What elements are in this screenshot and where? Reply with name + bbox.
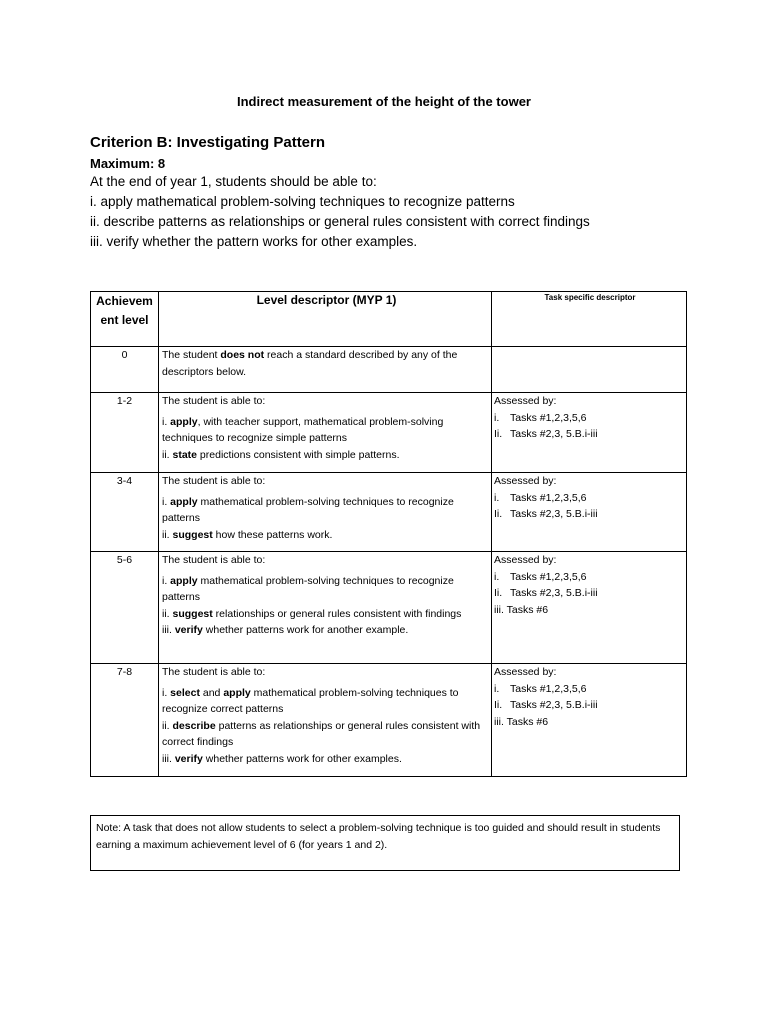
table-row (91, 473, 687, 552)
assessed-by-label: Assessed by: (494, 666, 557, 678)
descriptor-line (162, 447, 491, 464)
line-prefix: iii. (162, 752, 175, 765)
assessed-by-label: Assessed by: (494, 475, 557, 487)
maximum-label: Maximum: 8 (90, 156, 166, 171)
task-item-text: Tasks #2,3, 5.B.i-iii (510, 508, 598, 520)
descriptor-keyword: verify (174, 752, 203, 765)
descriptor-keyword: apply (170, 415, 198, 428)
descriptor-text: The student (162, 349, 221, 361)
descriptor-intro: The student is able to: (162, 395, 266, 407)
assessed-by-label: Assessed by: (494, 395, 557, 407)
task-item (494, 490, 686, 507)
header-level-descriptor: Level descriptor (MYP 1) (159, 292, 492, 347)
task-item-text: Tasks #2,3, 5.B.i-iii (510, 699, 598, 711)
task-item (494, 410, 686, 427)
descriptor-keyword: describe (172, 719, 216, 732)
descriptor-line (162, 573, 491, 606)
task-cell (492, 347, 687, 393)
note-box: Note: A task that does not allow students to select a problem-solving technique is too guided and should result in students earning a maximum achievement level of 6 (for years 1 and 2). (90, 815, 680, 871)
descriptor-keyword: verify (174, 624, 203, 636)
task-item (494, 585, 686, 602)
descriptor-keyword: apply (170, 574, 198, 587)
task-item-text: iii. Tasks #6 (494, 715, 549, 728)
task-cell (492, 473, 687, 552)
table-row (91, 552, 687, 664)
task-item (494, 602, 686, 619)
line-prefix: i. (162, 495, 171, 508)
task-item (494, 426, 686, 443)
descriptor-keyword: apply (223, 686, 251, 699)
descriptor-cell (159, 393, 492, 473)
task-item-text: Tasks #1,2,3,5,6 (510, 682, 587, 695)
criterion-heading: Criterion B: Investigating Pattern (90, 134, 326, 151)
descriptor-keyword: suggest (172, 528, 213, 541)
level-cell: 7-8 (91, 664, 159, 777)
line-text: and (199, 686, 224, 699)
assessed-by-label: Assessed by: (494, 554, 557, 566)
rubric-table (90, 291, 687, 777)
table-row (91, 664, 687, 777)
line-text: , with teacher support, mathematical problem-solving techniques to recognize simple patterns (162, 415, 444, 444)
task-item-number: Ii. (494, 699, 503, 711)
line-text: whether patterns work for another example. (202, 624, 409, 636)
line-prefix: iii. (162, 624, 175, 636)
line-text: whether patterns work for other examples. (202, 752, 402, 765)
table-row (91, 347, 687, 393)
descriptor-keyword: state (172, 448, 198, 461)
descriptor-cell (159, 473, 492, 552)
intro-line: ii. describe patterns as relationships or general rules consistent with correct findings (90, 214, 590, 229)
task-item-number: Ii. (494, 428, 503, 440)
descriptor-line (162, 718, 491, 751)
line-text: predictions consistent with simple patterns. (197, 448, 400, 461)
line-text: mathematical problem-solving techniques to recognize correct patterns (162, 686, 459, 715)
level-cell: 0 (91, 347, 159, 393)
header-achievement-level-text: Achievem ent level (96, 294, 153, 327)
descriptor-cell (159, 664, 492, 777)
line-text: how these patterns work. (212, 528, 333, 541)
intro-line: At the end of year 1, students should be able to: (90, 174, 377, 189)
descriptor-cell (159, 552, 492, 664)
line-prefix: ii. (162, 448, 173, 461)
descriptor-line (162, 622, 491, 639)
task-cell (492, 393, 687, 473)
level-cell: 1-2 (91, 393, 159, 473)
header-task-descriptor: Task specific descriptor (492, 292, 687, 347)
descriptor-intro: The student is able to: (162, 554, 266, 566)
line-prefix: i. (162, 415, 171, 428)
task-item (494, 697, 686, 714)
table-header-row (91, 292, 687, 347)
task-item-number: i. (494, 570, 500, 583)
intro-line: i. apply mathematical problem-solving techniques to recognize patterns (90, 194, 515, 209)
task-item-number: Ii. (494, 508, 503, 520)
descriptor-line (162, 494, 491, 527)
descriptor-line (162, 527, 491, 544)
line-prefix: ii. (162, 719, 173, 732)
line-prefix: ii. (162, 528, 173, 541)
task-item-number: i. (494, 411, 500, 424)
line-text: patterns as relationships or general rules consistent with correct findings (162, 719, 481, 748)
task-item-number: i. (494, 682, 500, 695)
line-prefix: ii. (162, 607, 173, 620)
intro-line: iii. verify whether the pattern works for other examples. (90, 234, 418, 249)
line-prefix: i. (162, 686, 171, 699)
descriptor-cell (159, 347, 492, 393)
task-item (494, 681, 686, 698)
descriptor-text: reach a standard described by any of the descriptors below. (162, 349, 458, 378)
task-cell (492, 552, 687, 664)
task-item (494, 506, 686, 523)
level-cell: 3-4 (91, 473, 159, 552)
task-item-text: Tasks #2,3, 5.B.i-iii (510, 428, 598, 440)
descriptor-intro: The student is able to: (162, 666, 266, 678)
descriptor-line (162, 685, 491, 718)
descriptor-keyword: select (170, 686, 200, 699)
task-cell (492, 664, 687, 777)
task-item-text: Tasks #1,2,3,5,6 (510, 491, 587, 504)
descriptor-keyword: does not (220, 349, 265, 361)
task-item-text: Tasks #1,2,3,5,6 (510, 570, 587, 583)
descriptor-line (162, 606, 491, 623)
descriptor-line (162, 751, 491, 768)
descriptor-intro: The student is able to: (162, 475, 266, 487)
line-prefix: i. (162, 574, 171, 587)
task-item-text: Tasks #1,2,3,5,6 (510, 411, 587, 424)
task-item (494, 569, 686, 586)
task-item-text: iii. Tasks #6 (494, 603, 549, 616)
task-item (494, 714, 686, 731)
line-text: mathematical problem-solving techniques to recognize patterns (162, 574, 454, 603)
descriptor-keyword: apply (170, 495, 198, 508)
document-title: Indirect measurement of the height of the tower (237, 94, 531, 109)
descriptor-line (162, 414, 491, 447)
line-text: mathematical problem-solving techniques to recognize patterns (162, 495, 454, 524)
header-achievement-level (91, 292, 159, 347)
level-cell: 5-6 (91, 552, 159, 664)
descriptor-keyword: suggest (172, 607, 213, 620)
task-item-number: Ii. (494, 587, 503, 599)
task-item-text: Tasks #2,3, 5.B.i-iii (510, 587, 598, 599)
line-text: relationships or general rules consistent with findings (212, 607, 462, 620)
task-item-number: i. (494, 491, 500, 504)
table-row (91, 393, 687, 473)
